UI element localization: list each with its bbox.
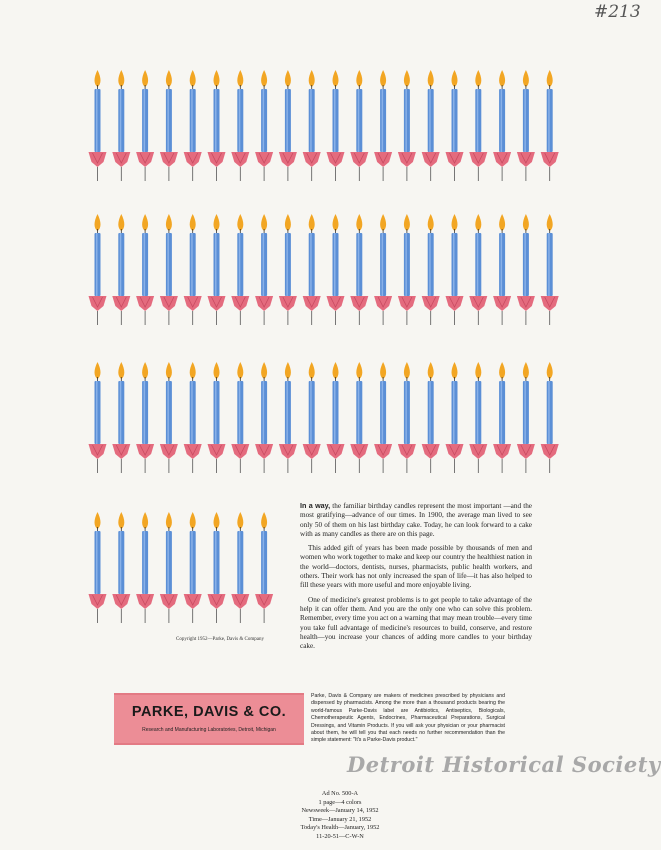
candle <box>89 362 107 473</box>
candle-holder <box>160 152 178 167</box>
candle-highlight <box>524 381 526 444</box>
candle <box>279 362 297 473</box>
flame-icon <box>142 512 148 529</box>
flame-icon <box>118 70 124 87</box>
candle-highlight <box>144 233 146 296</box>
candle <box>541 362 559 473</box>
flame-icon <box>142 214 148 231</box>
candle <box>541 70 559 181</box>
candle-holder <box>398 444 416 459</box>
candle-holder <box>350 152 368 167</box>
candle <box>398 214 416 325</box>
candle-holder <box>89 594 107 609</box>
candle <box>231 214 249 325</box>
company-subtitle: Research and Manufacturing Laboratories, Detroit, Michigan <box>142 727 276 733</box>
candle-highlight <box>167 89 169 152</box>
candle-holder <box>255 296 273 311</box>
candle <box>231 70 249 181</box>
candle-holder <box>303 296 321 311</box>
candle-holder <box>89 296 107 311</box>
candle-holder <box>160 296 178 311</box>
candle <box>255 362 273 473</box>
candle-holder <box>208 444 226 459</box>
candle <box>231 512 249 623</box>
candle-highlight <box>96 531 98 594</box>
candle-highlight <box>96 233 98 296</box>
flame-icon <box>523 214 529 231</box>
candle <box>89 214 107 325</box>
candle-holder <box>469 152 487 167</box>
flame-icon <box>547 70 553 87</box>
flame-icon <box>333 214 339 231</box>
candle-holder <box>184 296 202 311</box>
candle <box>446 362 464 473</box>
candle-holder <box>350 296 368 311</box>
candle <box>398 362 416 473</box>
paragraph-3: One of medicine's greatest problems is to get people to take advantage of the help it can offer them. And you are the only one who can solve this problem. Remember, every time you act on a warning that may mean trouble—every time you take full advantage of medicine's resources to build, conserve, and restore health—you increase your chances of adding more candles to your birthday cake. <box>300 595 532 651</box>
candle-highlight <box>215 89 217 152</box>
candle-highlight <box>405 89 407 152</box>
candle-highlight <box>286 89 288 152</box>
ad-info-line: 1 page—4 colors <box>318 798 362 806</box>
candle <box>112 214 130 325</box>
flame-icon <box>523 70 529 87</box>
candle-holder <box>231 444 249 459</box>
flame-icon <box>333 362 339 379</box>
candle-holder <box>231 296 249 311</box>
paragraph-1-text: the familiar birthday candles represent the most important —and the most gratifying—advance of our times. In 1900, the average man lived to see only 50 of them on his last birthday cake. Today, he can look forward to a cake with as many candles as there are on this page. <box>300 502 532 538</box>
candle <box>208 70 226 181</box>
candle <box>446 70 464 181</box>
ad-body-copy <box>300 501 532 656</box>
candle-highlight <box>429 89 431 152</box>
flame-icon <box>452 70 458 87</box>
flame-icon <box>404 214 410 231</box>
candle-holder <box>541 296 559 311</box>
candle <box>112 70 130 181</box>
flame-icon <box>356 362 362 379</box>
candle <box>350 70 368 181</box>
candle-highlight <box>429 381 431 444</box>
flame-icon <box>404 70 410 87</box>
candle-holder <box>327 444 345 459</box>
candle <box>255 70 273 181</box>
ad-info-line: Today's Health—January, 1952 <box>300 824 380 832</box>
candle-highlight <box>334 89 336 152</box>
candle <box>422 214 440 325</box>
flame-icon <box>523 362 529 379</box>
candle-holder <box>112 594 130 609</box>
candle <box>231 362 249 473</box>
candle <box>160 70 178 181</box>
flame-icon <box>499 70 505 87</box>
candle-holder <box>303 152 321 167</box>
candle <box>493 214 511 325</box>
flame-icon <box>95 512 101 529</box>
candle <box>208 512 226 623</box>
flame-icon <box>356 70 362 87</box>
candle-highlight <box>191 233 193 296</box>
flame-icon <box>237 362 243 379</box>
candle <box>350 362 368 473</box>
candle <box>422 362 440 473</box>
flame-icon <box>285 70 291 87</box>
candle <box>327 214 345 325</box>
candle <box>184 362 202 473</box>
candle-highlight <box>239 381 241 444</box>
candle-holder <box>493 444 511 459</box>
candle-highlight <box>144 381 146 444</box>
candle-highlight <box>501 381 503 444</box>
candle-highlight <box>96 381 98 444</box>
candle-highlight <box>477 233 479 296</box>
candle-highlight <box>524 89 526 152</box>
candle-highlight <box>405 381 407 444</box>
ad-info-line: Newsweek—January 14, 1952 <box>301 807 379 815</box>
candle-holder <box>541 152 559 167</box>
candle-highlight <box>358 233 360 296</box>
paragraph-1 <box>300 501 532 539</box>
candle-highlight <box>215 233 217 296</box>
candle <box>160 214 178 325</box>
candle-highlight <box>263 89 265 152</box>
candle-holder <box>541 444 559 459</box>
candle-holder <box>493 152 511 167</box>
flame-icon <box>214 214 220 231</box>
flame-icon <box>95 70 101 87</box>
candle-highlight <box>382 233 384 296</box>
candle <box>184 70 202 181</box>
ad-info-line: 11-20-51—C-W-N <box>316 832 364 840</box>
ad-info <box>260 790 420 842</box>
candle-holder <box>184 444 202 459</box>
candle <box>517 362 535 473</box>
flame-icon <box>95 362 101 379</box>
flame-icon <box>499 362 505 379</box>
flame-icon <box>333 70 339 87</box>
parke-davis-logo-block <box>114 693 304 745</box>
candle-holder <box>184 152 202 167</box>
flame-icon <box>142 362 148 379</box>
candle-highlight <box>263 531 265 594</box>
candle-highlight <box>286 381 288 444</box>
flame-icon <box>142 70 148 87</box>
flame-icon <box>452 214 458 231</box>
candle <box>469 362 487 473</box>
flame-icon <box>118 512 124 529</box>
candle <box>279 70 297 181</box>
candle <box>208 362 226 473</box>
flame-icon <box>190 512 196 529</box>
watermark: Detroit Historical Society <box>347 752 661 777</box>
flame-icon <box>118 362 124 379</box>
candle-highlight <box>548 233 550 296</box>
candle-highlight <box>477 89 479 152</box>
candle-highlight <box>453 233 455 296</box>
flame-icon <box>214 70 220 87</box>
candle <box>493 362 511 473</box>
candle-holder <box>208 296 226 311</box>
candle-holder <box>469 296 487 311</box>
candle-holder <box>374 152 392 167</box>
candle-highlight <box>120 233 122 296</box>
candle-highlight <box>239 531 241 594</box>
ad-info-line: Ad No. 500-A <box>321 790 359 797</box>
flame-icon <box>404 362 410 379</box>
flame-icon <box>380 214 386 231</box>
flame-icon <box>166 512 172 529</box>
candle-highlight <box>501 233 503 296</box>
candle <box>374 362 392 473</box>
candle-highlight <box>120 381 122 444</box>
flame-icon <box>380 70 386 87</box>
flame-icon <box>190 214 196 231</box>
flame-icon <box>452 362 458 379</box>
flame-icon <box>285 362 291 379</box>
flame-icon <box>118 214 124 231</box>
flame-icon <box>285 214 291 231</box>
candle-holder <box>160 444 178 459</box>
flame-icon <box>547 214 553 231</box>
ad-info-line: Time—January 21, 1952 <box>308 815 372 823</box>
candle <box>517 214 535 325</box>
lead-in: In a way, <box>300 501 331 510</box>
candle-holder <box>184 594 202 609</box>
flame-icon <box>475 214 481 231</box>
flame-icon <box>95 214 101 231</box>
candle-holder <box>208 152 226 167</box>
candle-highlight <box>358 381 360 444</box>
candle-holder <box>279 296 297 311</box>
flame-icon <box>499 214 505 231</box>
candle <box>136 512 154 623</box>
candle-holder <box>136 444 154 459</box>
candle-holder <box>136 296 154 311</box>
candle <box>208 214 226 325</box>
candle <box>160 362 178 473</box>
flame-icon <box>309 70 315 87</box>
candle-holder <box>279 444 297 459</box>
flame-icon <box>166 362 172 379</box>
candle <box>184 214 202 325</box>
candle-highlight <box>382 89 384 152</box>
candle-highlight <box>453 89 455 152</box>
candle-highlight <box>310 233 312 296</box>
candle <box>89 70 107 181</box>
candle-highlight <box>191 89 193 152</box>
candle-highlight <box>286 233 288 296</box>
candle <box>446 214 464 325</box>
candle-holder <box>136 594 154 609</box>
flame-icon <box>237 512 243 529</box>
candle-holder <box>398 296 416 311</box>
flame-icon <box>166 214 172 231</box>
candle-holder <box>112 444 130 459</box>
candle-holder <box>493 296 511 311</box>
candle-holder <box>446 152 464 167</box>
flame-icon <box>237 70 243 87</box>
candle <box>136 70 154 181</box>
flame-icon <box>261 512 267 529</box>
candle-holder <box>208 594 226 609</box>
candle-highlight <box>167 531 169 594</box>
candle <box>255 512 273 623</box>
candle <box>160 512 178 623</box>
handwritten-catalog-number: #213 <box>594 2 641 22</box>
candle-highlight <box>334 233 336 296</box>
candle <box>303 214 321 325</box>
flame-icon <box>166 70 172 87</box>
candle <box>374 70 392 181</box>
candle <box>89 512 107 623</box>
candle-highlight <box>191 531 193 594</box>
flame-icon <box>428 214 434 231</box>
candle <box>327 362 345 473</box>
candle-highlight <box>191 381 193 444</box>
candle-holder <box>422 296 440 311</box>
candle <box>469 70 487 181</box>
candle <box>350 214 368 325</box>
copyright-notice: Copyright 1952—Parke, Davis & Company <box>176 637 264 642</box>
flame-icon <box>309 214 315 231</box>
flame-icon <box>261 70 267 87</box>
candle-highlight <box>167 233 169 296</box>
candle <box>398 70 416 181</box>
candle-holder <box>255 444 273 459</box>
candle-holder <box>89 444 107 459</box>
candle-holder <box>112 152 130 167</box>
candle-highlight <box>239 89 241 152</box>
candle <box>493 70 511 181</box>
candle-highlight <box>382 381 384 444</box>
candle-highlight <box>334 381 336 444</box>
candle-highlight <box>215 381 217 444</box>
candle <box>279 214 297 325</box>
candle-holder <box>446 296 464 311</box>
candle-holder <box>160 594 178 609</box>
candle-holder <box>446 444 464 459</box>
candle-highlight <box>144 531 146 594</box>
candle-highlight <box>96 89 98 152</box>
candle-highlight <box>239 233 241 296</box>
candle-holder <box>517 296 535 311</box>
candle-highlight <box>263 381 265 444</box>
flame-icon <box>475 362 481 379</box>
candle-highlight <box>548 89 550 152</box>
candle-holder <box>398 152 416 167</box>
paragraph-2: This added gift of years has been made possible by thousands of men and women who work together to make and keep our country the healthiest nation in the world—doctors, dentists, nurses, pharmacists, public health workers, and others. Their work has not only increased the span of life—it has also helped to fill these years with more useful and more enjoyable living. <box>300 544 532 590</box>
flame-icon <box>428 362 434 379</box>
candle-holder <box>517 444 535 459</box>
candle <box>112 362 130 473</box>
flame-icon <box>356 214 362 231</box>
candle-holder <box>231 594 249 609</box>
candle-holder <box>350 444 368 459</box>
candle-highlight <box>215 531 217 594</box>
candle <box>184 512 202 623</box>
candle-holder <box>279 152 297 167</box>
candle-highlight <box>548 381 550 444</box>
flame-icon <box>214 512 220 529</box>
candle <box>136 362 154 473</box>
candle <box>374 214 392 325</box>
candle-highlight <box>453 381 455 444</box>
candle <box>469 214 487 325</box>
flame-icon <box>190 70 196 87</box>
flame-icon <box>380 362 386 379</box>
candle <box>541 214 559 325</box>
candle <box>422 70 440 181</box>
candle-holder <box>469 444 487 459</box>
candle <box>517 70 535 181</box>
candle-highlight <box>120 531 122 594</box>
candle-highlight <box>501 89 503 152</box>
candle <box>303 70 321 181</box>
candle-holder <box>517 152 535 167</box>
candle-holder <box>374 296 392 311</box>
flame-icon <box>237 214 243 231</box>
candle-highlight <box>405 233 407 296</box>
candle-highlight <box>120 89 122 152</box>
company-description: Parke, Davis & Company are makers of medicines prescribed by physicians and dispensed by pharmacists. Among the more than a thousand products bearing the world-famous Parke-Davis label are Antibiotics, Antiseptics, Biologicals, Chemotherapeutic Agents, Endocrines, Pharmaceutical Preparations, Surgical Dressings, and Vitamin Products. If you will ask your physician or your pharmacist about them, he will tell you that each needs no further recommendation than the simple statement: "It's a Parke-Davis product." <box>311 693 505 744</box>
candle-holder <box>303 444 321 459</box>
candle-highlight <box>167 381 169 444</box>
candle-holder <box>89 152 107 167</box>
candle-highlight <box>429 233 431 296</box>
flame-icon <box>261 214 267 231</box>
flame-icon <box>547 362 553 379</box>
candle-holder <box>255 152 273 167</box>
candle-holder <box>327 296 345 311</box>
flame-icon <box>190 362 196 379</box>
candle-highlight <box>263 233 265 296</box>
candle-holder <box>422 444 440 459</box>
candle-holder <box>112 296 130 311</box>
candle <box>255 214 273 325</box>
flame-icon <box>214 362 220 379</box>
candle-holder <box>255 594 273 609</box>
candle-highlight <box>310 89 312 152</box>
candle-highlight <box>524 233 526 296</box>
candle <box>112 512 130 623</box>
candle-holder <box>374 444 392 459</box>
flame-icon <box>475 70 481 87</box>
candle-holder <box>231 152 249 167</box>
company-name: PARKE, DAVIS & CO. <box>131 704 287 720</box>
candle-highlight <box>477 381 479 444</box>
candle-holder <box>422 152 440 167</box>
flame-icon <box>428 70 434 87</box>
candle <box>327 70 345 181</box>
candle <box>136 214 154 325</box>
candle-highlight <box>358 89 360 152</box>
candle <box>303 362 321 473</box>
flame-icon <box>309 362 315 379</box>
candle-highlight <box>310 381 312 444</box>
candle-holder <box>327 152 345 167</box>
candle-highlight <box>144 89 146 152</box>
flame-icon <box>261 362 267 379</box>
candle-holder <box>136 152 154 167</box>
